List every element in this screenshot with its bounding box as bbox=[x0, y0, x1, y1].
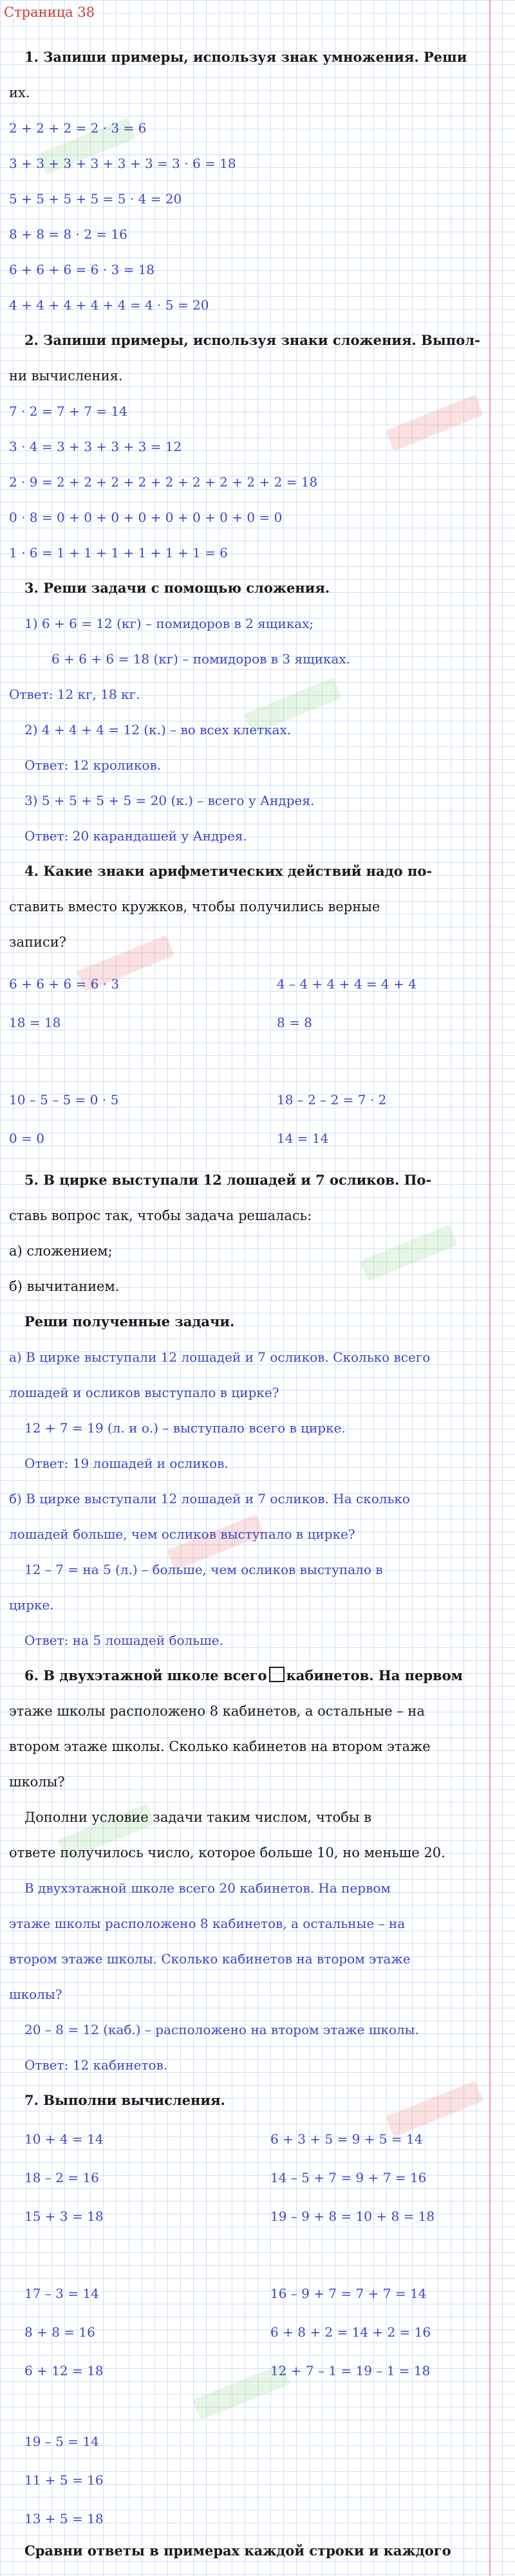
solution-line: Ответ: 19 лошадей и осликов. bbox=[24, 1456, 229, 1471]
solution-line: 11 + 5 = 16 bbox=[24, 2472, 104, 2488]
solution-line: 4 + 4 + 4 + 4 + 4 = 4 · 5 = 20 bbox=[9, 297, 209, 313]
solution-line: а) В цирке выступали 12 лошадей и 7 осликов. Сколько всего bbox=[9, 1349, 431, 1365]
solution-line: 6 + 6 + 6 = 18 (кг) – помидоров в 3 ящиках. bbox=[52, 651, 351, 667]
solution-line: 10 – 5 – 5 = 0 · 5 bbox=[9, 1092, 119, 1107]
solution-line: 14 – 5 + 7 = 9 + 7 = 16 bbox=[270, 2170, 427, 2185]
task-line: Реши полученные задачи. bbox=[24, 1313, 235, 1330]
watermark bbox=[386, 394, 483, 451]
task-line: Дополни условие задачи таким числом, чтобы в bbox=[24, 1810, 371, 1825]
solution-line: втором этаже школы. Сколько кабинетов на втором этаже bbox=[9, 1951, 411, 1967]
task-line: ответе получилось число, которое больше 10, но меньше 20. bbox=[9, 1845, 445, 1860]
task-line: ставить вместо кружков, чтобы получились верные bbox=[9, 899, 380, 914]
solution-line: 18 – 2 = 16 bbox=[24, 2170, 99, 2185]
solution-line: 6 + 8 + 2 = 14 + 2 = 16 bbox=[270, 2324, 431, 2340]
solution-line: 17 – 3 = 14 bbox=[24, 2286, 99, 2301]
solution-line: 4 – 4 + 4 + 4 = 4 + 4 bbox=[277, 976, 417, 992]
solution-line: 7 · 2 = 7 + 7 = 14 bbox=[9, 403, 127, 419]
solution-line: 3 + 3 + 3 + 3 + 3 + 3 = 3 · 6 = 18 bbox=[9, 156, 236, 171]
solution-line: 19 – 5 = 14 bbox=[24, 2434, 99, 2449]
solution-line: 19 – 9 + 8 = 10 + 8 = 18 bbox=[270, 2209, 435, 2224]
task-text: 6. В двухэтажной школе всего bbox=[24, 1667, 267, 1683]
solution-line: Ответ: 12 кабинетов. bbox=[24, 2057, 168, 2073]
solution-line: 13 + 5 = 18 bbox=[24, 2511, 104, 2526]
solution-line: 12 + 7 = 19 (л. и о.) – выступало всего в цирке. bbox=[24, 1420, 346, 1436]
solution-line: 18 – 2 – 2 = 7 · 2 bbox=[277, 1092, 387, 1107]
task-line: ставь вопрос так, чтобы задача решалась: bbox=[9, 1208, 312, 1223]
solution-line: 8 = 8 bbox=[277, 1015, 312, 1030]
task-line: школы? bbox=[9, 1774, 65, 1790]
task-line: 7. Выполни вычисления. bbox=[24, 2092, 225, 2108]
task-line: 3. Реши задачи с помощью сложения. bbox=[24, 580, 330, 596]
solution-line: 2) 4 + 4 + 4 = 12 (к.) – во всех клетках. bbox=[24, 722, 292, 737]
task-line: этаже школы расположено 8 кабинетов, а остальные – на bbox=[9, 1703, 425, 1719]
solution-line: 1 · 6 = 1 + 1 + 1 + 1 + 1 + 1 = 6 bbox=[9, 545, 228, 561]
task-line: 2. Запиши примеры, используя знаки сложения. Выпол- bbox=[24, 332, 480, 348]
solution-line: 6 + 3 + 5 = 9 + 5 = 14 bbox=[270, 2131, 423, 2147]
solution-line: 6 + 6 + 6 = 6 · 3 bbox=[9, 976, 120, 992]
task-line: 4. Какие знаки арифметических действий надо по- bbox=[24, 863, 433, 879]
solution-line: 10 + 4 = 14 bbox=[24, 2131, 104, 2147]
solution-line: В двухэтажной школе всего 20 кабинетов. На первом bbox=[24, 1880, 391, 1896]
solution-line: Ответ: на 5 лошадей больше. bbox=[24, 1633, 223, 1648]
solution-line: 20 – 8 = 12 (каб.) – расположено на втором этаже школы. bbox=[24, 2022, 419, 2037]
margin-line bbox=[489, 0, 491, 2576]
task-line: их. bbox=[9, 85, 30, 100]
solution-line: 12 – 7 = на 5 (л.) – больше, чем осликов выступало в bbox=[24, 1562, 383, 1577]
solution-line: 5 + 5 + 5 + 5 = 5 · 4 = 20 bbox=[9, 191, 182, 207]
solution-line: 2 + 2 + 2 = 2 · 3 = 6 bbox=[9, 120, 147, 136]
page-title: Страница 38 bbox=[4, 5, 95, 20]
task-line: а) сложением; bbox=[9, 1243, 113, 1259]
task-line: 1. Запиши примеры, используя знак умножения. Реши bbox=[24, 49, 467, 65]
solution-line: 0 = 0 bbox=[9, 1131, 44, 1146]
task-line: втором этаже школы. Сколько кабинетов на втором этаже bbox=[9, 1739, 431, 1754]
solution-line: цирке. bbox=[9, 1597, 54, 1613]
solution-line: 18 = 18 bbox=[9, 1015, 61, 1030]
solution-line: лошадей больше, чем осликов выступало в цирке? bbox=[9, 1526, 355, 1542]
solution-line: 3) 5 + 5 + 5 + 5 = 20 (к.) – всего у Андрея. bbox=[24, 793, 315, 808]
task-line: б) вычитанием. bbox=[9, 1279, 120, 1294]
solution-line: 3 · 4 = 3 + 3 + 3 + 3 = 12 bbox=[9, 439, 182, 454]
solution-line: лошадей и осликов выступало в цирке? bbox=[9, 1385, 279, 1400]
solution-line: 8 + 8 = 8 · 2 = 16 bbox=[9, 227, 127, 242]
solution-line: этаже школы расположено 8 кабинетов, а остальные – на bbox=[9, 1916, 406, 1931]
solution-line: 15 + 3 = 18 bbox=[24, 2209, 104, 2224]
solution-line: 1) 6 + 6 = 12 (кг) – помидоров в 2 ящиках; bbox=[24, 616, 314, 631]
solution-line: Ответ: 20 карандашей у Андрея. bbox=[24, 828, 247, 844]
solution-line: Ответ: 12 кроликов. bbox=[24, 757, 162, 773]
solution-line: б) В цирке выступали 12 лошадей и 7 осликов. На сколько bbox=[9, 1491, 410, 1506]
watermark bbox=[360, 1225, 458, 1281]
task-text: кабинетов. На первом bbox=[286, 1667, 463, 1683]
solution-line: 6 + 6 + 6 = 6 · 3 = 18 bbox=[9, 262, 155, 277]
solution-line: 8 + 8 = 16 bbox=[24, 2324, 95, 2340]
solution-line: 16 – 9 + 7 = 7 + 7 = 14 bbox=[270, 2286, 427, 2301]
task-line: записи? bbox=[9, 934, 66, 950]
solution-line: школы? bbox=[9, 1987, 62, 2002]
task-line: ни вычисления. bbox=[9, 368, 123, 384]
task-line bbox=[24, 1666, 463, 1685]
blank-box bbox=[269, 1667, 285, 1682]
watermark bbox=[386, 2080, 483, 2137]
solution-line: 12 + 7 – 1 = 19 – 1 = 18 bbox=[270, 2363, 431, 2378]
solution-line: 0 · 8 = 0 + 0 + 0 + 0 + 0 + 0 + 0 + 0 = 0 bbox=[9, 510, 283, 525]
solution-line: 6 + 12 = 18 bbox=[24, 2363, 104, 2378]
solution-line: 14 = 14 bbox=[277, 1131, 329, 1146]
solution-line: 2 · 9 = 2 + 2 + 2 + 2 + 2 + 2 + 2 + 2 + 2 = 18 bbox=[9, 474, 318, 490]
task-line: 5. В цирке выступали 12 лошадей и 7 осликов. По- bbox=[24, 1172, 432, 1188]
solution-line: Ответ: 12 кг, 18 кг. bbox=[9, 687, 140, 702]
task-line: Сравни ответы в примерах каждой строки и каждого bbox=[24, 2543, 451, 2559]
